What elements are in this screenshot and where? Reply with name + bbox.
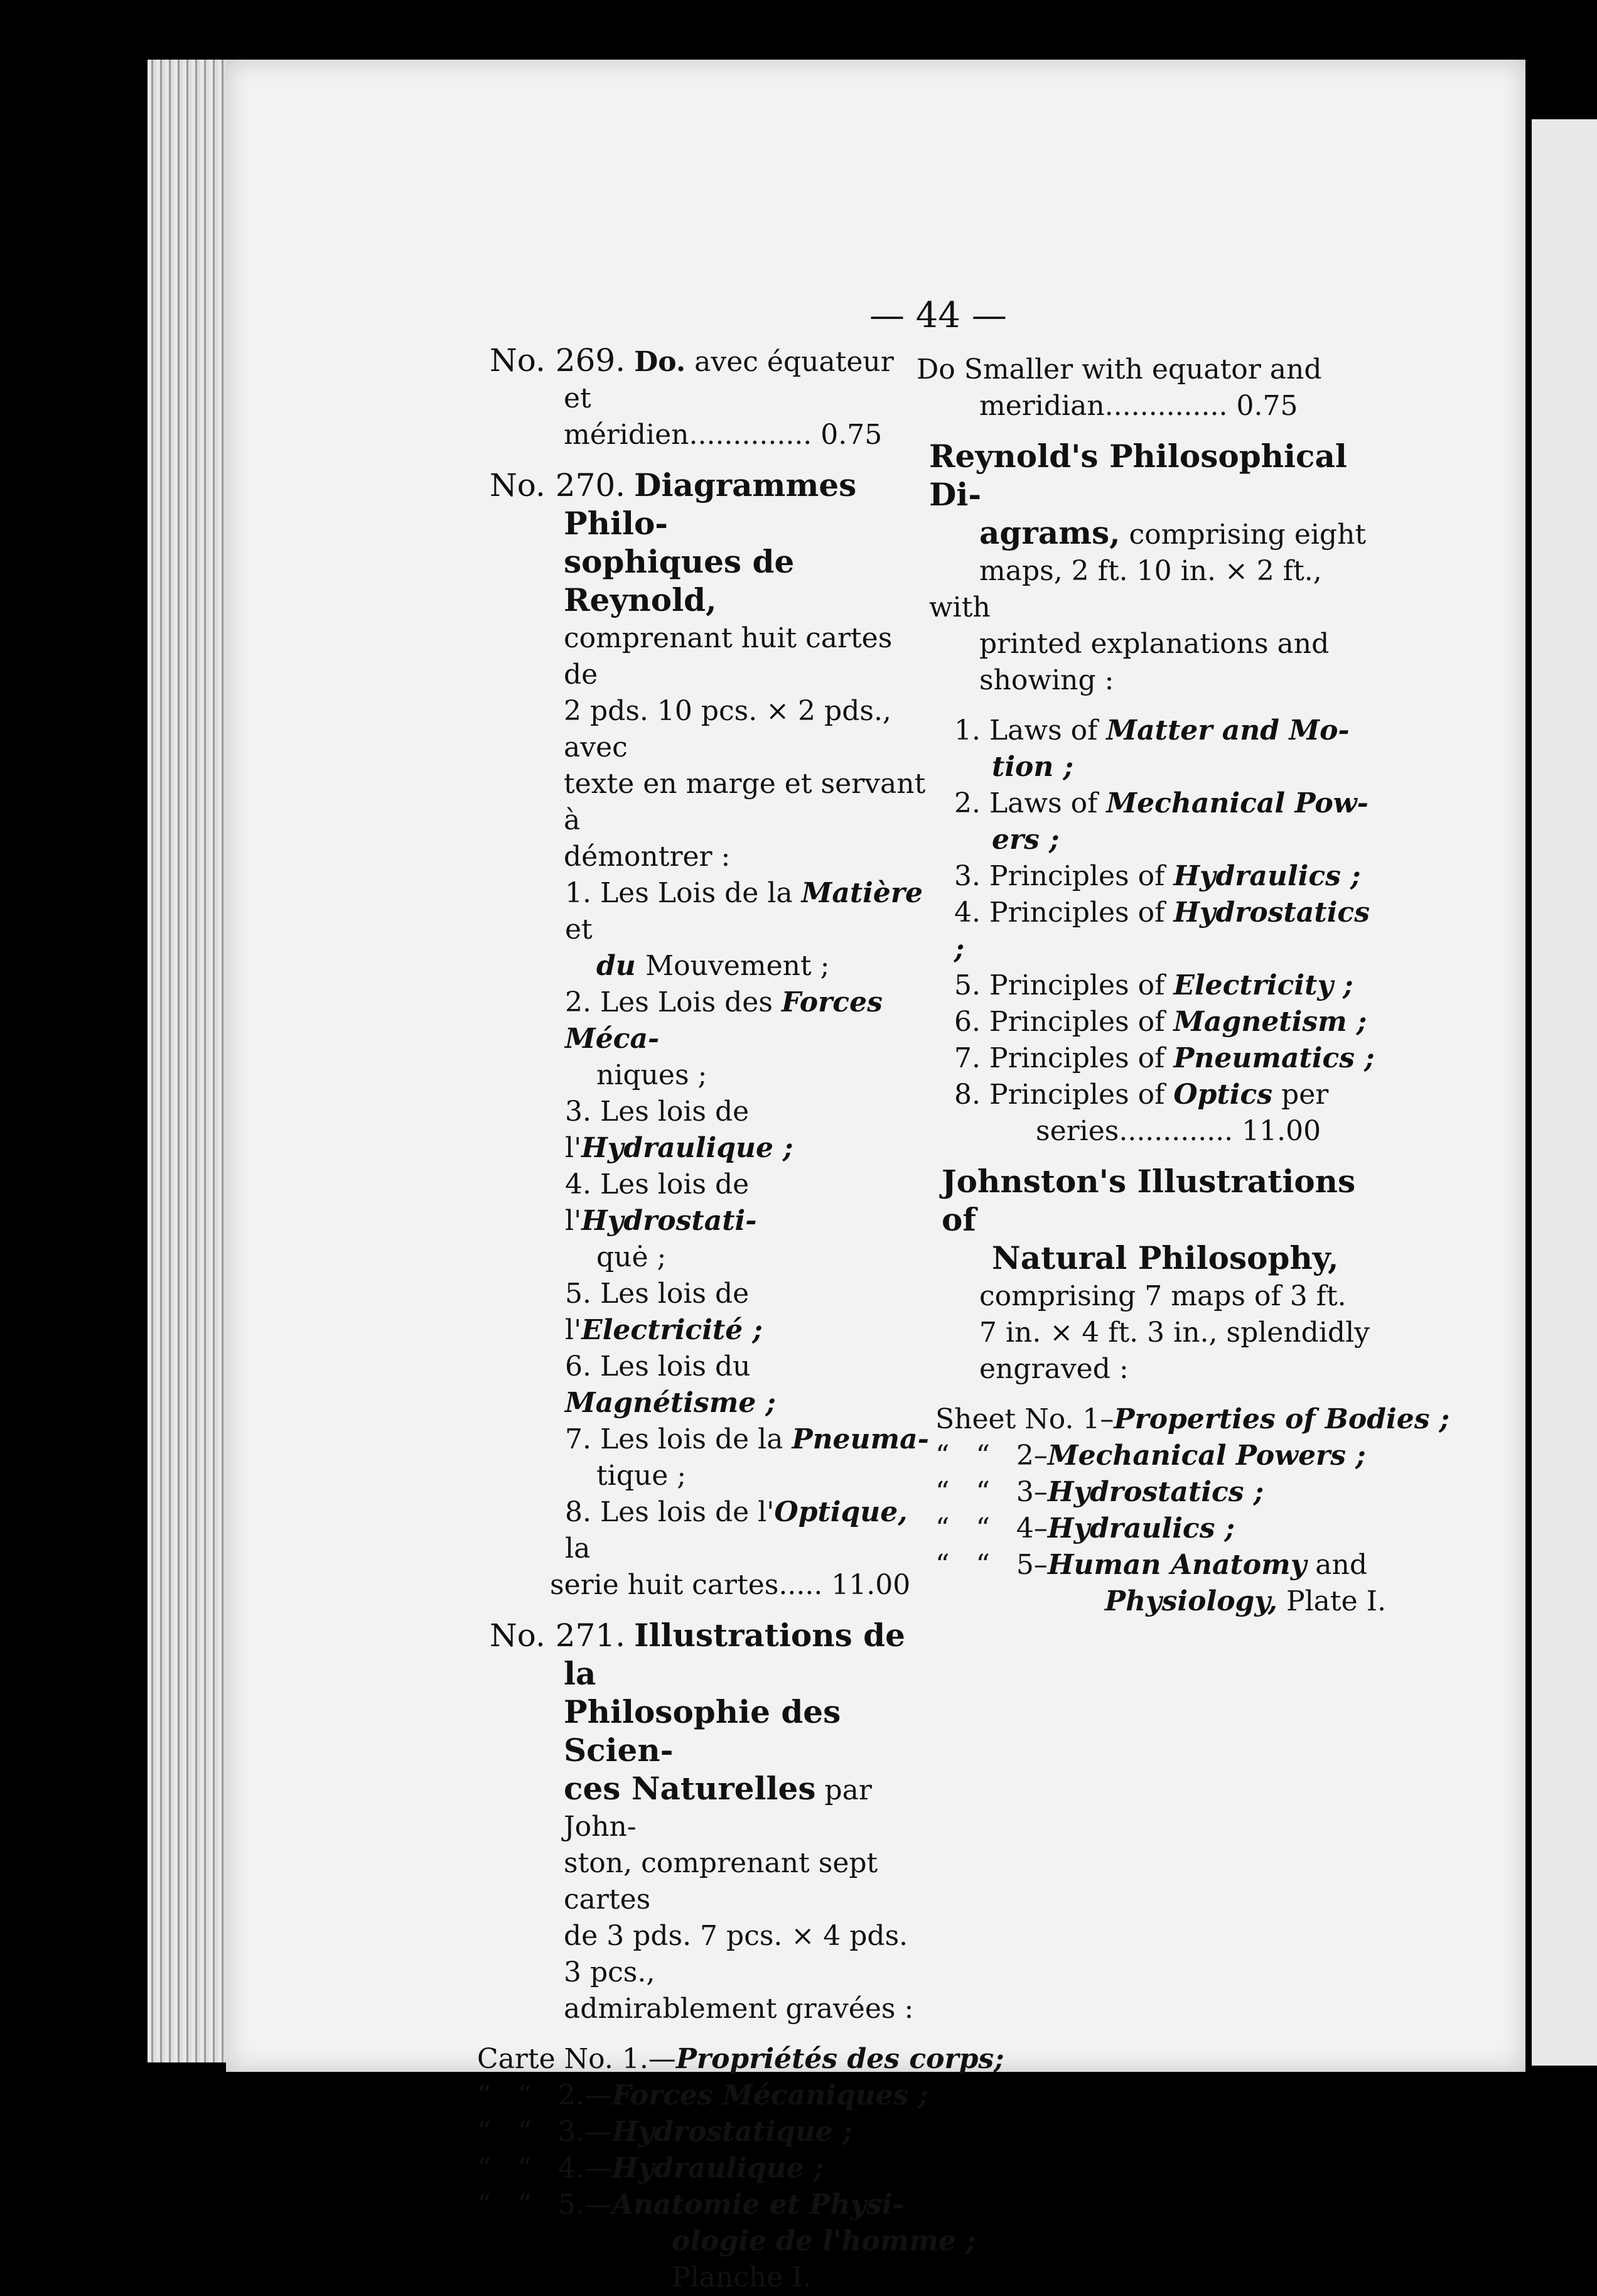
list-item (490, 984, 929, 1057)
book-page-edges (148, 60, 235, 2062)
sheet-row (935, 1547, 1381, 1583)
list-item-emphasis: Electricity ; (1173, 969, 1353, 1001)
list-item-emphasis: Hydrostati- (581, 1205, 757, 1237)
list-item (490, 1421, 929, 1458)
entry-title: Reynold's Philosophical Di- (929, 438, 1347, 513)
entry-price-line: series............. 11.00 (1036, 1115, 1321, 1147)
entry-title: Johnston's Illustrations of (942, 1163, 1356, 1238)
list-item-text: 3. Principles of (954, 860, 1174, 892)
carte-number: “ “ 3.— (477, 2116, 612, 2148)
list-item (954, 1077, 1381, 1113)
entry-title: agrams, (979, 514, 1121, 551)
entry-271-en (942, 1163, 1381, 1388)
entry-text: démontrer : (564, 841, 731, 873)
sheet-row (935, 1401, 1450, 1438)
sheet-number: “ “ 5– (935, 1549, 1048, 1581)
carte-row (477, 2223, 976, 2260)
carte-title: Hydraulique ; (611, 2152, 824, 2184)
list-item-text: et (565, 914, 593, 946)
entry-270-fr-list (490, 875, 929, 1567)
list-item (490, 1276, 929, 1349)
sheet-tail: and (1306, 1549, 1368, 1581)
list-item (954, 785, 1381, 822)
list-item (490, 948, 929, 984)
list-item-text: per (1272, 1079, 1329, 1111)
list-item (954, 1040, 1381, 1077)
carte-title: Propriétés des corps; (675, 2043, 1004, 2075)
list-item-emphasis: Matter and Mo- (1106, 714, 1350, 746)
list-item (954, 713, 1381, 749)
carte-title: Forces Mécaniques ; (611, 2079, 928, 2111)
list-item-emphasis: Forces Méca- (565, 986, 883, 1055)
list-item-emphasis: Magnetism ; (1173, 1006, 1367, 1038)
carte-title: Anatomie et Physi- (611, 2189, 904, 2221)
list-item-text: niques ; (596, 1059, 707, 1091)
entry-text: comprising 7 maps of 3 ft. (979, 1280, 1347, 1312)
entry-text: engraved : (979, 1353, 1129, 1385)
sheet-tail: Plate I. (1277, 1585, 1386, 1617)
entry-text: texte en marge et servant à (564, 768, 926, 836)
list-item-text: 5. Principles of (954, 969, 1174, 1001)
entry-269-fr (490, 342, 929, 453)
carte-number: “ “ 2.— (477, 2079, 612, 2111)
entry-text: par John- (564, 1774, 872, 1843)
planche-label: Planche I. (672, 2261, 812, 2293)
entry-text: avec équateur et (564, 346, 894, 414)
ditto-label: Do. (634, 346, 686, 378)
sheet-title: Hydrostatics ; (1047, 1476, 1264, 1508)
sheet-list (935, 1401, 1450, 1620)
entry-270-en-list (954, 713, 1381, 1113)
sheet-row (935, 1474, 1381, 1511)
carte-number: Carte No. 1.— (477, 2043, 676, 2075)
list-item (490, 1494, 929, 1567)
list-item-text: 1. Les Lois de la (565, 877, 802, 909)
list-item-text: 1. Laws of (954, 714, 1107, 746)
list-item-text: 8. Principles of (954, 1079, 1174, 1111)
entry-text: maps, 2 ft. 10 in. × 2 ft., with (929, 555, 1322, 623)
carte-row (477, 2114, 929, 2150)
sheet-number: “ “ 2– (935, 1440, 1048, 1472)
entry-text: de 3 pds. 7 pcs. × 4 pds. 3 pcs., (564, 1920, 908, 1988)
entry-text: comprenant huit cartes de (564, 622, 893, 691)
list-item (954, 895, 1381, 967)
entry-270-en (929, 438, 1381, 699)
list-item (490, 1239, 929, 1276)
sheet-row (935, 1583, 1386, 1620)
list-item (490, 1167, 929, 1239)
entry-price-line: méridien.............. 0.75 (564, 419, 883, 451)
list-item-text: 2. Laws of (954, 787, 1107, 819)
list-item-text: la (565, 1533, 591, 1565)
list-item-text: quė ; (596, 1241, 667, 1273)
list-item-emphasis: du (596, 950, 646, 982)
carte-row (477, 2187, 929, 2223)
list-item-text: 3. Les lois de l' (565, 1096, 750, 1164)
list-item-emphasis: Hydraulics ; (1173, 860, 1361, 892)
sheet-number: “ “ 4– (935, 1512, 1048, 1544)
list-item-text: 4. Principles of (954, 897, 1174, 929)
sheet-title: Human Anatomy (1047, 1549, 1307, 1581)
entry-title: Natural Philosophy, (992, 1239, 1339, 1276)
list-item-text: 8. Les lois de l' (565, 1496, 775, 1528)
carte-row (477, 2078, 929, 2114)
entry-price-line: meridian.............. 0.75 (979, 390, 1298, 422)
list-item-emphasis: Hydraulique ; (581, 1132, 793, 1164)
sheet-number: Sheet No. 1– (935, 1403, 1114, 1435)
entry-title: Diagrammes Philo- (564, 466, 857, 542)
carte-row (477, 2041, 1004, 2078)
list-item-text: 4. Les lois de l' (565, 1168, 750, 1237)
entry-number: No. 269. (490, 342, 626, 379)
list-item-emphasis: Pneuma- (792, 1423, 929, 1455)
entry-text: ston, comprenant sept cartes (564, 1847, 878, 1916)
carte-row (477, 2150, 929, 2187)
list-item (490, 1458, 929, 1494)
list-item (954, 1004, 1381, 1040)
entry-text: 2 pds. 10 pcs. × 2 pds., avec (564, 695, 891, 763)
list-item-emphasis: Optics (1173, 1079, 1273, 1111)
sheet-title: Mechanical Powers ; (1047, 1440, 1366, 1472)
sheet-row (935, 1438, 1381, 1474)
list-item-text: 2. Les Lois des (565, 986, 782, 1018)
list-item (490, 1057, 929, 1094)
carte-number: “ “ 4.— (477, 2152, 612, 2184)
entry-271-fr (490, 1617, 929, 2027)
list-item-emphasis: Hydrostatics ; (954, 897, 1370, 965)
list-item-emphasis: Optique, (774, 1496, 908, 1528)
entry-number: No. 270. (490, 467, 626, 504)
entry-text: admirablement gravées : (564, 1993, 914, 2025)
entry-title: sophiques de Reynold, (564, 543, 795, 618)
list-item-text: Mouvement ; (645, 950, 830, 982)
list-item (954, 822, 1381, 858)
list-item-emphasis: Magnétisme ; (565, 1387, 776, 1419)
list-item-emphasis: Matière (801, 877, 923, 909)
list-item (954, 858, 1381, 895)
list-item-emphasis: Electricité ; (581, 1314, 763, 1346)
french-column (477, 342, 1004, 2296)
sheet-row (935, 1511, 1381, 1547)
entry-text: 7 in. × 4 ft. 3 in., splendidly (979, 1317, 1370, 1349)
list-item (490, 1094, 929, 1167)
list-item-text: 6. Principles of (954, 1006, 1174, 1038)
list-item (490, 875, 929, 948)
sheet-title: Hydraulics ; (1047, 1512, 1235, 1544)
carte-list (477, 2041, 1004, 2260)
entry-title: ces Naturelles (564, 1770, 816, 1807)
list-item-text: 7. Les lois de la (565, 1423, 792, 1455)
list-item (954, 967, 1381, 1004)
list-item-emphasis: tion ; (992, 751, 1073, 783)
english-column (917, 352, 1450, 1620)
list-item (490, 1349, 929, 1421)
entry-title: Illustrations de la (564, 1617, 905, 1692)
list-item-emphasis: ers ; (992, 824, 1060, 856)
entry-text: Smaller with equator and (964, 353, 1322, 385)
sheet-number: “ “ 3– (935, 1476, 1048, 1508)
entry-text: comprising eight (1120, 519, 1367, 551)
list-item-emphasis: Mechanical Pow- (1106, 787, 1368, 819)
entry-270-fr (490, 467, 929, 875)
list-item-text: 5. Les lois de l' (565, 1278, 750, 1346)
list-item (954, 749, 1381, 785)
list-item-text: tique ; (596, 1460, 687, 1492)
entry-number: No. 271. (490, 1617, 626, 1654)
carte-number: “ “ 5.— (477, 2189, 612, 2221)
list-item-text: 7. Principles of (954, 1042, 1174, 1074)
entry-price-line: serie huit cartes..... 11.00 (550, 1569, 911, 1601)
list-item-text: 6. Les lois du (565, 1350, 751, 1382)
sheet-title: Physiology, (1105, 1585, 1277, 1617)
carte-title: Hydrostatique ; (611, 2116, 853, 2148)
list-item-emphasis: Pneumatics ; (1173, 1042, 1375, 1074)
page-number: — 44 — (869, 295, 1007, 336)
carte-title: ologie de l'homme ; (672, 2225, 976, 2257)
sheet-title: Properties of Bodies ; (1114, 1403, 1450, 1435)
ditto-label: Do (917, 353, 955, 385)
entry-text: showing : (979, 664, 1114, 696)
entry-269-en (917, 352, 1381, 424)
entry-title: Philosophie des Scien- (564, 1693, 841, 1769)
entry-text: printed explanations and (979, 628, 1330, 660)
adjacent-page (1532, 119, 1597, 2066)
